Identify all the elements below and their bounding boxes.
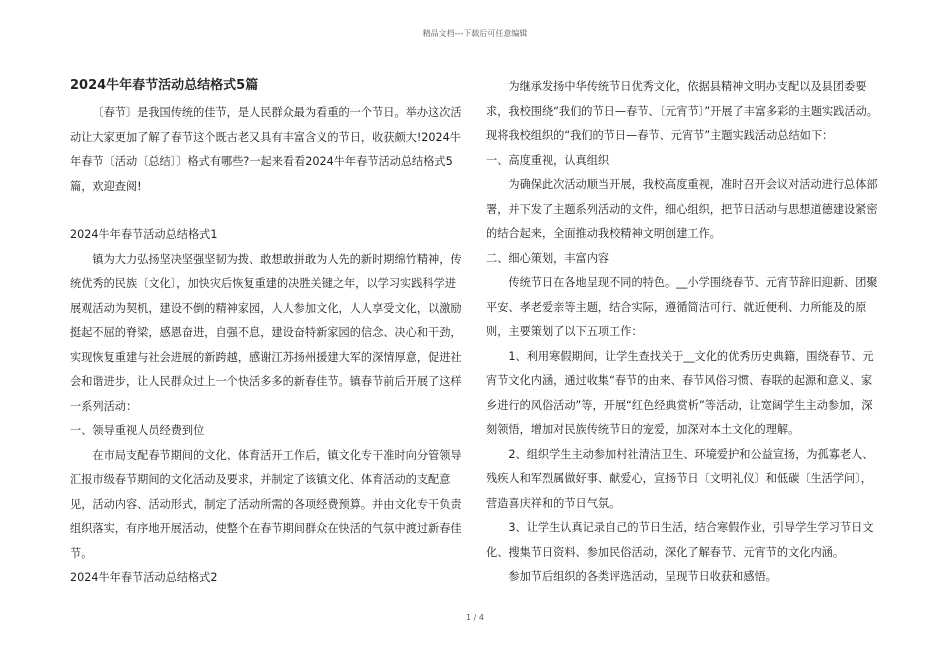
intro-paragraph: 〔春节〕是我国传统的佳节，是人民群众最为看重的一个节日。举办这次活动让大家更加了解了春节这个既古老又具有丰富含义的节日，收获颇大!2024牛年春节〔活动〔总结〕〕格式有哪些?一起来看看2024牛年春节活动总结格式5篇，欢迎查阅!	[70, 106, 462, 193]
body-paragraph: 传统节日在各地呈现不同的特色。__小学围绕春节、元宵节辞旧迎新、团聚平安、孝老爱亲等主题，结合实际，遵循简洁可行、就近便利、力所能及的原则，主要策划了以下五项工作：	[486, 276, 878, 338]
subheading: 一、高度重视，认真组织	[486, 153, 610, 167]
right-column	[486, 75, 882, 590]
subheading: 一、领导重视人员经费到位	[70, 424, 205, 437]
subheading: 二、细心策划，丰富内容	[486, 251, 610, 265]
section-heading-2: 2024牛年春节活动总结格式2	[70, 571, 218, 584]
list-item: 2、组织学生主动参加村社清洁卫生、环境爱护和公益宣扬，为孤寡老人、残疾人和军烈属做好事、献爱心，宣扬节日〔文明礼仪〕和低碳〔生活学问〕，营造喜庆祥和的节日气氛。	[486, 447, 874, 510]
list-item: 1、利用寒假期间，让学生查找关于__文化的优秀历史典籍，围绕春节、元宵节文化内涵，通过收集“春节的由来、春节风俗习惯、春联的起源和意义、家乡进行的风俗活动”等，开展“红色经典赏析”等活动，让宽阔学生主动参加，深刻领悟，增加对民族传统节日的宠爱，加深对本土文化的理解。	[486, 349, 874, 436]
spacer	[70, 199, 465, 223]
body-paragraph: 在市局支配春节期间的文化、体育活开工作后，镇文化专干准时向分管领导汇报市级春节期间的文化活动及要求，并制定了该镇文化、体育活动的支配意见，活动内容、活动形式，制定了活动所需的各项经费预算。并由文化专干负责组织落实，有序地开展活动，使整个在春节期间群众在快活的气氛中渡过新春佳节。	[70, 448, 462, 560]
left-column	[70, 75, 465, 591]
section-heading-1: 2024牛年春节活动总结格式1	[70, 228, 218, 241]
page-number: 1 / 4	[466, 613, 484, 622]
list-item: 3、让学生认真记录自己的节日生活，结合寒假作业，引导学生学习节日文化、搜集节日资料、参加民俗活动，深化了解春节、元宵节的文化内涵。	[486, 521, 874, 559]
body-paragraph: 参加节后组织的各类评选活动，呈现节日收获和感悟。	[508, 570, 777, 583]
body-paragraph: 为确保此次活动顺当开展，我校高度重视，准时召开会议对活动进行总体部署，并下发了主题系列活动的文件，细心组织，把节日活动与思想道德建设紧密的结合起来，全面推动我校精神文明创建工作。	[486, 178, 878, 240]
page-header-note: 精品文档---下载后可任意编辑	[422, 29, 528, 38]
document-title: 2024牛年春节活动总结格式5篇	[70, 78, 259, 93]
body-paragraph: 镇为大力弘扬坚决坚强坚韧为拨、敢想敢拼敢为人先的新时期绵竹精神，传统优秀的民族〔文化〕，加快灾后恢复重建的决胜关键之年，以学习实践科学进展观活动为契机，建设不倒的精神家园，人人参加文化，人人享受文化，以激励挺起不屈的脊梁，感恩奋进，自强不息，建设奋特新家园的信念、决心和干劲，实现恢复重建与社会进展的新跨越，感谢江苏扬州援建大军的深情厚意，促进社会和谐进步，让人民群众过上一个快活多多的新春佳节。镇春节前后开展了这样一系列活动：	[70, 252, 462, 413]
body-paragraph: 为继承发扬中华传统节日优秀文化，依据县精神文明办支配以及县团委要求，我校围绕“我们的节日—春节、〔元宵节〕”开展了丰富多彩的主题实践活动。现将我校组织的“我们的节日—春节、元宵节”主题实践活动总结如下：	[486, 80, 878, 142]
